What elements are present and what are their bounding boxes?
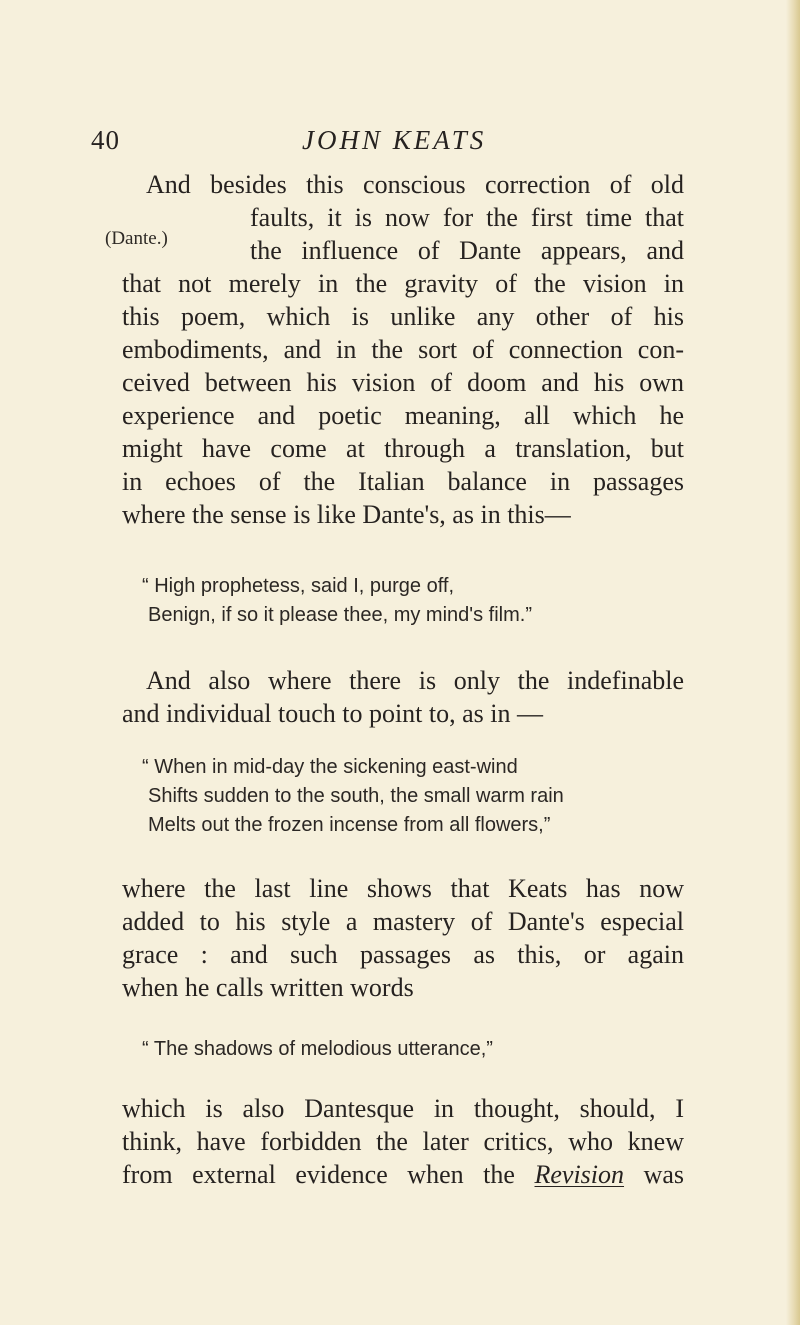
paragraph-line: which is also Dantesque in thought, should, I bbox=[122, 1094, 684, 1123]
verse-line: “ The shadows of melodious utterance,” bbox=[142, 1038, 493, 1060]
paragraph-line: added to his style a mastery of Dante's especial bbox=[122, 907, 684, 936]
paragraph-line: grace : and such passages as this, or again bbox=[122, 940, 684, 969]
italic-title: Revision bbox=[534, 1160, 625, 1189]
paragraph-line: that not merely in the gravity of the vision in bbox=[122, 269, 684, 298]
paragraph-line: and individual touch to point to, as in — bbox=[122, 699, 544, 728]
running-head: JOHN KEATS bbox=[302, 125, 487, 155]
verse-line: Melts out the frozen incense from all flowers,” bbox=[148, 814, 551, 836]
margin-note: (Dante.) bbox=[105, 228, 168, 249]
page-number: 40 bbox=[91, 125, 120, 155]
verse-line: Shifts sudden to the south, the small warm rain bbox=[148, 785, 564, 807]
paragraph-line: where the last line shows that Keats has now bbox=[122, 874, 684, 903]
paragraph-line: ceived between his vision of doom and his own bbox=[122, 368, 684, 397]
paragraph-line: embodiments, and in the sort of connection con- bbox=[122, 335, 684, 364]
paragraph-1 bbox=[122, 168, 684, 531]
verse-quotation-3 bbox=[142, 1035, 493, 1064]
text-run: from external evidence when the bbox=[122, 1160, 515, 1189]
paragraph-line: this poem, which is unlike any other of his bbox=[122, 302, 684, 331]
paragraph-line-final bbox=[122, 1158, 684, 1191]
paragraph-line: think, have forbidden the later critics, who knew bbox=[122, 1127, 684, 1156]
text-run: was bbox=[643, 1160, 685, 1189]
paragraph-line: And besides this conscious correction of old bbox=[146, 170, 684, 199]
paragraph-line: in echoes of the Italian balance in passages bbox=[122, 467, 684, 496]
page-edge-shadow bbox=[786, 0, 800, 1325]
paragraph-line: where the sense is like Dante's, as in this— bbox=[122, 500, 571, 529]
verse-line: “ When in mid-day the sickening east-wind bbox=[142, 756, 518, 778]
paragraph-line: the influence of Dante appears, and bbox=[250, 236, 684, 265]
paragraph-4 bbox=[122, 1092, 684, 1191]
paragraph-2 bbox=[122, 664, 684, 730]
paragraph-line: when he calls written words bbox=[122, 973, 414, 1002]
paragraph-line: And also where there is only the indefinable bbox=[146, 666, 684, 695]
paragraph-line: faults, it is now for the first time that bbox=[250, 203, 684, 232]
verse-line: Benign, if so it please thee, my mind's film.” bbox=[148, 604, 532, 626]
verse-quotation-2 bbox=[142, 753, 564, 840]
paragraph-line: experience and poetic meaning, all which he bbox=[122, 401, 684, 430]
paragraph-line: might have come at through a translation, but bbox=[122, 434, 684, 463]
verse-quotation-1 bbox=[142, 572, 532, 630]
paragraph-3 bbox=[122, 872, 684, 1004]
page-header bbox=[0, 122, 800, 158]
verse-line: “ High prophetess, said I, purge off, bbox=[142, 575, 455, 597]
